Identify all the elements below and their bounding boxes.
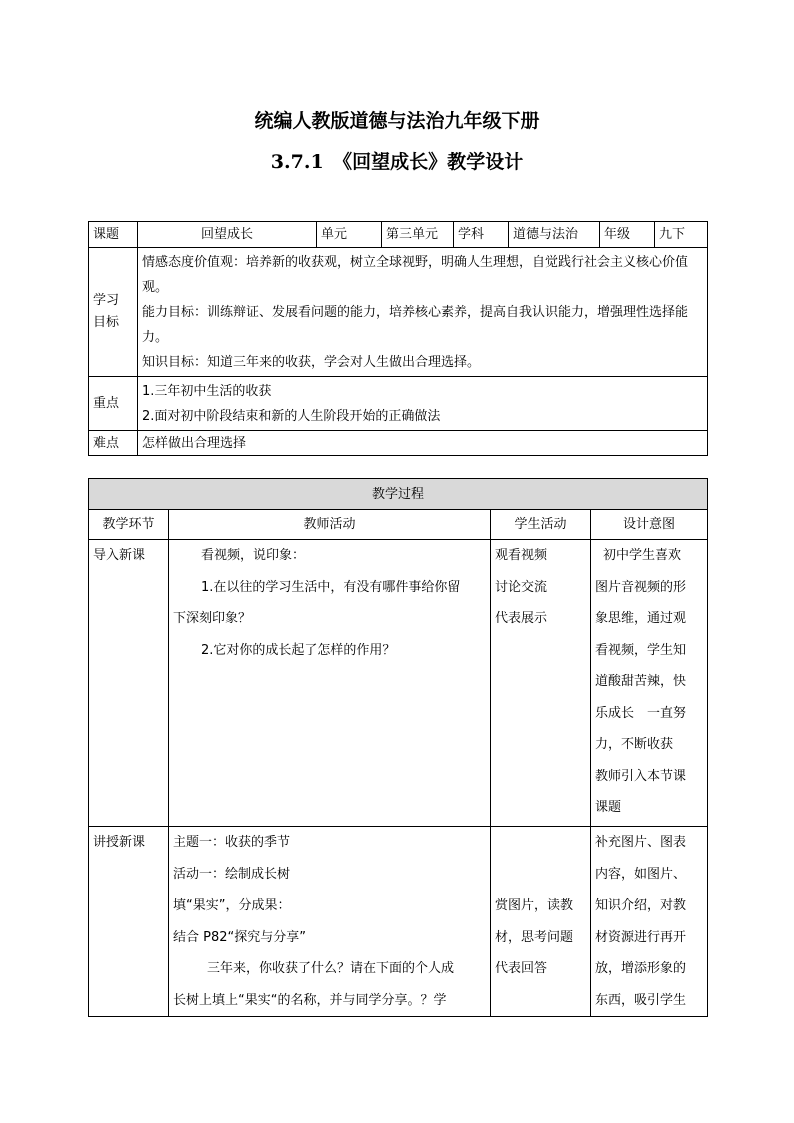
unit-label: 单元	[317, 222, 382, 248]
key-point-1: 1.三年初中生活的收获	[142, 383, 272, 399]
process-table	[88, 478, 708, 1017]
topic-value: 回望成长	[138, 222, 317, 248]
topic-label: 课题	[89, 222, 138, 248]
subject-value: 道德与法治	[509, 222, 600, 248]
subject-label: 学科	[454, 222, 509, 248]
header-stage: 教学环节	[89, 510, 169, 540]
student-activity-intro: 观看视频 讨论交流 代表展示	[491, 540, 591, 827]
key-points-cell	[138, 377, 708, 431]
objective-knowledge: 知识目标：知道三年来的收获，学会对人生做出合理选择。	[142, 354, 481, 370]
difficulty-value: 怎样做出合理选择	[138, 431, 708, 456]
student-activity-new-lesson: 赏图片，读教 材，思考问题 代表回答	[491, 827, 591, 1017]
design-intent-intro: 初中学生喜欢 图片音视频的形 象思维，通过观 看视频，学生知 道酸甜苦辣，快 乐成长 一直努 力，不断收获 教师引入本节课 课题	[591, 540, 708, 827]
teacher-activity-new-lesson: 主题一：收获的季节 活动一：绘制成长树 填“果实”，分成果： 结合 P82“探究与分享” 三年来，你收获了什么？请在下面的个人成 长树上填上“果实“的名称，并与同学分享。？学	[169, 827, 491, 1017]
objective-ability: 能力目标：训练辩证、发展看问题的能力，培养核心素养，提高自我认识能力，增强理性选择能力。	[142, 304, 689, 345]
difficulty-label: 难点	[89, 431, 138, 456]
grade-value: 九下	[655, 222, 708, 248]
objectives-label: 学习目标	[89, 248, 138, 377]
info-table	[88, 221, 708, 456]
header-teacher: 教师活动	[169, 510, 491, 540]
stage-intro: 导入新课	[89, 540, 169, 827]
stage-new-lesson: 讲授新课	[89, 827, 169, 1017]
objectives-cell	[138, 248, 708, 377]
header-student: 学生活动	[491, 510, 591, 540]
process-title: 教学过程	[89, 479, 708, 510]
key-label: 重点	[89, 377, 138, 431]
objective-attitude: 情感态度价值观：培养新的收获观，树立全球视野，明确人生理想，自觉践行社会主义核心价值观。	[142, 254, 689, 295]
document-subtitle: 3.7.1 《回望成长》教学设计	[270, 151, 524, 173]
key-point-2: 2.面对初中阶段结束和新的人生阶段开始的正确做法	[142, 408, 441, 424]
document-title: 统编人教版道德与法治九年级下册	[254, 110, 540, 132]
unit-value: 第三单元	[382, 222, 454, 248]
grade-label: 年级	[600, 222, 655, 248]
header-intent: 设计意图	[591, 510, 708, 540]
design-intent-new-lesson: 补充图片、图表 内容，如图片、 知识介绍，对教 材资源进行再开 放，增添形象的 东西，吸引学生	[591, 827, 708, 1017]
teacher-activity-intro: 看视频，说印象： 1.在以往的学习生活中，有没有哪件事给你留 下深刻印象？ 2.它对你的成长起了怎样的作用？	[169, 540, 491, 827]
